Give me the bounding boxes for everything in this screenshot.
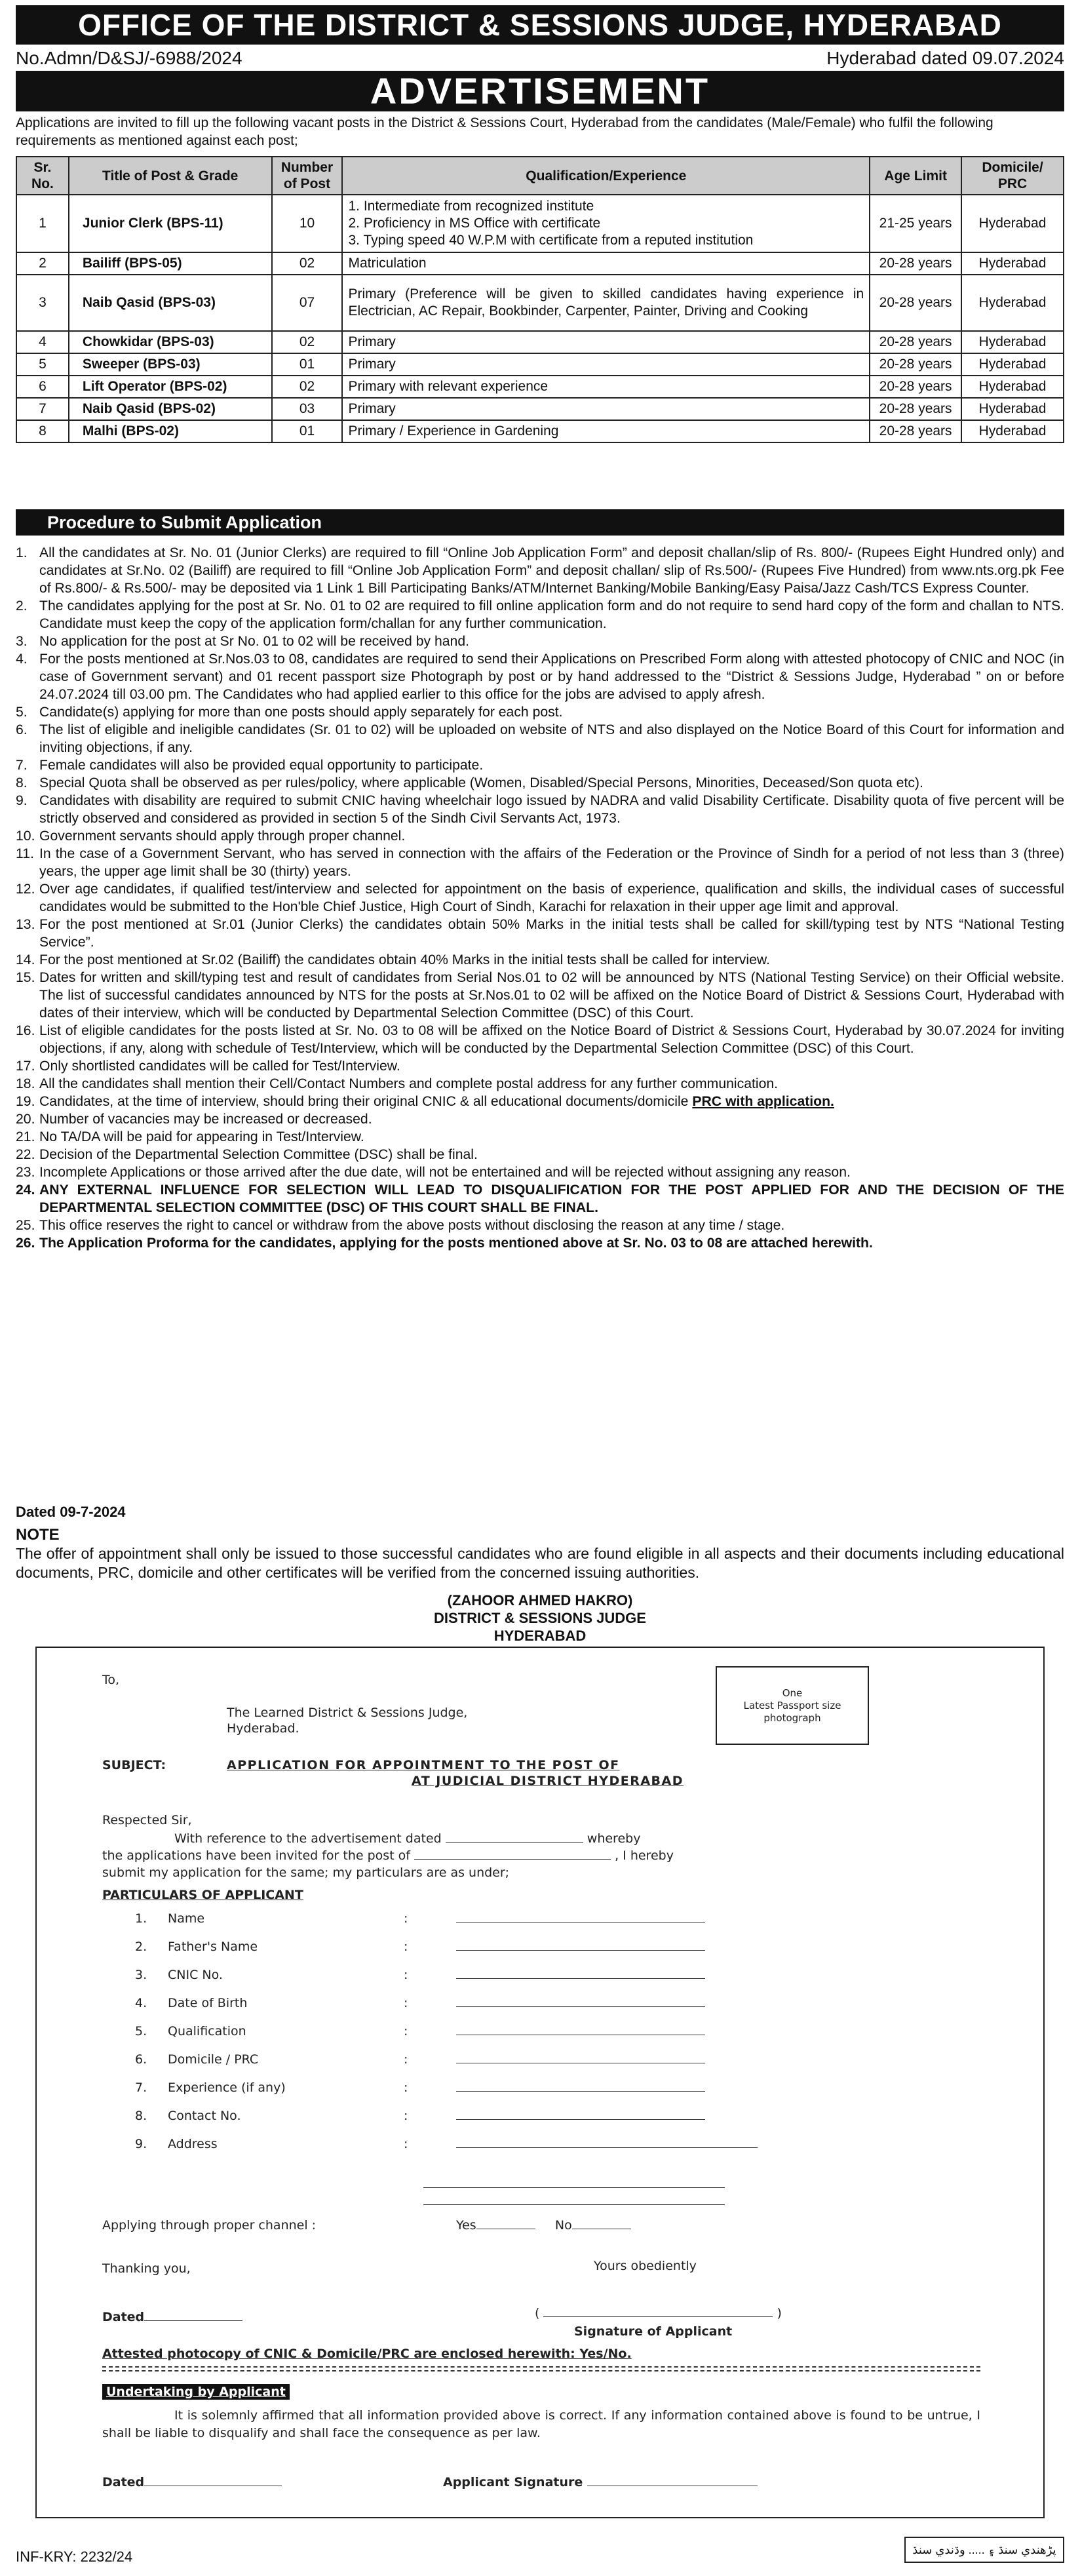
- qualification-line: 3. Typing speed 40 W.P.M with certificate from a reputed institution: [348, 233, 754, 248]
- particular-colon: :: [404, 1996, 408, 2010]
- procedure-item-body: Candidate(s) applying for more than one posts should apply separately for each post.: [39, 705, 563, 720]
- cell-title: Bailiff (BPS-05): [69, 252, 272, 275]
- subject-line-2: AT JUDICIAL DISTRICT HYDERABAD: [412, 1774, 684, 1788]
- cell-number: 02: [272, 252, 343, 275]
- table-row: [16, 398, 1064, 420]
- cell-title: Junior Clerk (BPS-11): [69, 195, 272, 252]
- procedure-item: [16, 544, 1064, 597]
- particular-row: [135, 1968, 705, 1982]
- cell-sr: 7: [16, 398, 69, 420]
- inf-number: INF-KRY: 2232/24: [16, 2548, 133, 2565]
- procedure-item-number: 11.: [16, 846, 34, 861]
- procedure-item-number: 4.: [16, 652, 28, 667]
- procedure-item: [16, 1217, 1064, 1234]
- column-header-qualification: Qualification/Experience: [342, 157, 870, 195]
- particular-number: 8.: [135, 2109, 147, 2123]
- procedure-item-number: 2.: [16, 598, 28, 614]
- dashed-divider: [102, 2366, 980, 2371]
- procedure-item: [16, 845, 1064, 880]
- table-row: [16, 420, 1064, 442]
- posts-table: [16, 156, 1064, 443]
- particular-label: CNIC No.: [168, 1968, 223, 1982]
- procedure-item-text: [39, 827, 1064, 845]
- signature-field[interactable]: [543, 2316, 773, 2317]
- procedure-item: [16, 969, 1064, 1022]
- cell-number: 01: [272, 420, 343, 442]
- procedure-item-number: 22.: [16, 1147, 35, 1162]
- particular-row: [135, 2024, 705, 2039]
- cell-qualification: [342, 331, 870, 353]
- procedure-item-number: 8.: [16, 775, 28, 790]
- yours-obediently: Yours obediently: [594, 2259, 697, 2273]
- procedure-item: [16, 1093, 1064, 1110]
- procedure-item-body: Candidates, at the time of interview, should bring their original CNIC & all educational documents/domicile: [39, 1094, 689, 1109]
- procedure-item-body: All the candidates shall mention their Cell/Contact Numbers and complete postal address for any further communication.: [39, 1076, 779, 1091]
- cell-sr: 6: [16, 376, 69, 398]
- cell-sr: 3: [16, 275, 69, 331]
- procedure-item-number: 14.: [16, 952, 35, 967]
- procedure-item-text: [39, 1234, 1064, 1252]
- no-label: No: [554, 2218, 572, 2233]
- proper-channel-label: Applying through proper channel :: [102, 2218, 317, 2233]
- signatory-name: (ZAHOOR AHMED HAKRO): [447, 1592, 633, 1609]
- cell-domicile: Hyderabad: [961, 353, 1064, 376]
- particular-field[interactable]: [456, 2119, 705, 2120]
- photo-label-2: Latest Passport size: [743, 1700, 841, 1711]
- respected-sir: Respected Sir,: [102, 1813, 192, 1827]
- proper-channel-options: [456, 2218, 631, 2233]
- procedure-item-body: Only shortlisted candidates will be called for Test/Interview.: [39, 1059, 400, 1074]
- particular-label: Father's Name: [168, 1940, 258, 1954]
- cell-domicile: Hyderabad: [961, 376, 1064, 398]
- body-line-3: submit my application for the same; my particulars are as under;: [102, 1865, 510, 1880]
- procedure-item-number: 10.: [16, 829, 35, 844]
- procedure-item-text: [39, 1110, 1064, 1128]
- procedure-item-body: For the post mentioned at Sr.02 (Bailiff) the candidates obtain 40% Marks in the initial tests shall be called for interview.: [39, 952, 770, 967]
- procedure-item: [16, 1181, 1064, 1217]
- particular-colon: :: [404, 2137, 408, 2151]
- photo-box: [716, 1666, 869, 1745]
- particular-colon: :: [404, 1911, 408, 1926]
- procedure-item-number: 7.: [16, 758, 28, 773]
- procedure-item-text: [39, 544, 1064, 597]
- procedure-item: [16, 721, 1064, 756]
- table-row: [16, 353, 1064, 376]
- cell-qualification: [342, 398, 870, 420]
- procedure-item-body: In the case of a Government Servant, who has served in connection with the affairs of the Federation or the Province of Sindh for a period of not less than 3 (three) years, the upper age limit shall be 30 (thirty) years.: [39, 846, 1064, 879]
- cell-number: 10: [272, 195, 343, 252]
- cell-sr: 1: [16, 195, 69, 252]
- cell-number: 07: [272, 275, 343, 331]
- procedure-item-body: Decision of the Departmental Selection Committee (DSC) shall be final.: [39, 1147, 478, 1162]
- procedure-item-text: [39, 1146, 1064, 1163]
- qualification-line: Primary: [348, 401, 396, 416]
- procedure-item: [16, 951, 1064, 969]
- particular-number: 6.: [135, 2052, 147, 2067]
- procedure-item-body: Candidates with disability are required to submit CNIC having wheelchair logo issued by NADRA and valid Disability Certificate. Disability quota of five percent will be strictly observed and considered as provided in section 5 of the Sindh Civil Servants Act, 1973.: [39, 793, 1064, 826]
- undertaking-heading-wrap: [102, 2385, 290, 2399]
- procedure-item-text: [39, 1217, 1064, 1234]
- cell-number: 01: [272, 353, 343, 376]
- particular-colon: :: [404, 1968, 408, 1982]
- qualification-line: Primary with relevant experience: [348, 379, 549, 394]
- procedure-item-body: Government servants should apply through proper channel.: [39, 829, 406, 844]
- particular-field[interactable]: [456, 2147, 758, 2148]
- cell-domicile: Hyderabad: [961, 195, 1064, 252]
- signatory-block: [278, 1591, 802, 1645]
- body-line-2: [102, 1848, 869, 1863]
- cell-sr: 5: [16, 353, 69, 376]
- application-proforma: [35, 1647, 1045, 2518]
- dated-label: [102, 2310, 242, 2324]
- procedure-item-body: Over age candidates, if qualified test/interview and selected for appointment on the basis of experience, qualification and skills, the individual cases of successful candidates would be submitted to the Hon'ble Chief Justice, High Court of Sindh, Karachi for relaxation in their upper age limit and approval.: [39, 882, 1064, 914]
- particular-label: Domicile / PRC: [168, 2052, 259, 2067]
- procedure-item: [16, 792, 1064, 827]
- table-row: [16, 275, 1064, 331]
- procedure-item-number: 9.: [16, 793, 28, 808]
- reference-row: [16, 47, 1064, 69]
- procedure-item: [16, 827, 1064, 845]
- procedure-item-text: [39, 650, 1064, 703]
- table-row: [16, 331, 1064, 353]
- procedure-item-text: [39, 1057, 1064, 1075]
- particular-label: Experience (if any): [168, 2080, 286, 2095]
- procedure-item-body: Special Quota shall be observed as per rules/policy, where applicable (Women, Disabled/Special Persons, Minorities, Deceased/Son quota etc).: [39, 775, 923, 790]
- particular-row: [135, 1911, 705, 1926]
- procedure-item-text: [39, 1128, 1064, 1146]
- procedure-item-body: ANY EXTERNAL INFLUENCE FOR SELECTION WILL LEAD TO DISQUALIFICATION FOR THE POST APPLIED FOR AND THE DECISION OF THE DEPARTMENTAL SELECTION COMMITTEE (DSC) OF THIS COURT SHALL BE FINAL.: [39, 1182, 1064, 1215]
- cell-domicile: Hyderabad: [961, 398, 1064, 420]
- particular-colon: :: [404, 2080, 408, 2095]
- cell-title: Chowkidar (BPS-03): [69, 331, 272, 353]
- qualification-line: Primary / Experience in Gardening: [348, 423, 559, 439]
- procedure-item-number: 19.: [16, 1094, 35, 1109]
- procedure-item-text: [39, 792, 1064, 827]
- post-applied-field[interactable]: [414, 1859, 611, 1860]
- cell-domicile: Hyderabad: [961, 420, 1064, 442]
- advertisement-date-field[interactable]: [446, 1842, 583, 1843]
- qualification-line: 1. Intermediate from recognized institute: [348, 199, 594, 214]
- advertisement-heading: ADVERTISEMENT: [16, 71, 1064, 111]
- address-line-3[interactable]: [423, 2188, 725, 2205]
- procedure-item-body: This office reserves the right to cancel or withdraw from the above posts without disclosing the reason at any time / stage.: [39, 1218, 785, 1233]
- column-header-number: Number of Post: [272, 157, 343, 195]
- reference-date: Hyderabad dated 09.07.2024: [826, 48, 1064, 68]
- undertaking-text: It is solemnly affirmed that all information provided above is correct. If any information contained above is found to be untrue, I shall be liable to disqualify and shall face the consequence as per law.: [102, 2408, 980, 2440]
- cell-domicile: Hyderabad: [961, 275, 1064, 331]
- procedure-item-number: 12.: [16, 882, 35, 897]
- dated-label-text: Dated: [102, 2310, 145, 2324]
- procedure-item-text: [39, 951, 1064, 969]
- particular-colon: :: [404, 2109, 408, 2123]
- dated-field[interactable]: [144, 2320, 242, 2321]
- particular-field[interactable]: [456, 2091, 705, 2092]
- cell-number: 02: [272, 331, 343, 353]
- procedure-item-text: [39, 756, 1064, 774]
- procedure-item-emphasis: PRC with application.: [692, 1094, 834, 1109]
- cell-title: Naib Qasid (BPS-02): [69, 398, 272, 420]
- procedure-item-number: 3.: [16, 634, 28, 649]
- procedure-item: [16, 1110, 1064, 1128]
- dated-label-2-text: Dated: [102, 2475, 145, 2489]
- procedure-item-number: 15.: [16, 970, 35, 985]
- body-line-2-text: the applications have been invited for the post of: [102, 1848, 410, 1863]
- procedure-item-number: 16.: [16, 1023, 35, 1038]
- particular-number: 9.: [135, 2137, 147, 2151]
- photo-label-1: One: [782, 1687, 803, 1699]
- cell-title: Malhi (BPS-02): [69, 420, 272, 442]
- reference-number: No.Admn/D&SJ/-6988/2024: [16, 48, 242, 68]
- particular-number: 1.: [135, 1911, 147, 1926]
- procedure-item: [16, 1163, 1064, 1181]
- photo-label-3: photograph: [763, 1712, 821, 1724]
- table-row: [16, 252, 1064, 275]
- procedure-item-text: [39, 916, 1064, 951]
- signatory-designation: DISTRICT & SESSIONS JUDGE: [434, 1610, 646, 1626]
- procedure-item: [16, 756, 1064, 774]
- particular-field[interactable]: [456, 1950, 705, 1951]
- table-row: [16, 195, 1064, 252]
- addressee-line-1: The Learned District & Sessions Judge,: [227, 1706, 468, 1720]
- column-header-sr: Sr. No.: [16, 157, 69, 195]
- particular-label: Contact No.: [168, 2109, 241, 2123]
- footer-stamp: پڑهندي سنڌ ۽ ..... وڌندي سنڌ: [904, 2537, 1064, 2563]
- procedure-item-number: 5.: [16, 705, 28, 720]
- procedure-item-number: 25.: [16, 1218, 35, 1233]
- procedure-item: [16, 1057, 1064, 1075]
- procedure-item-number: 13.: [16, 917, 35, 932]
- posts-table-header: [16, 157, 1064, 195]
- particular-colon: :: [404, 1940, 408, 1954]
- applicant-signature-label: [443, 2475, 758, 2489]
- procedure-item-number: 21.: [16, 1129, 35, 1144]
- yes-label: Yes: [456, 2218, 476, 2233]
- procedure-item-number: 26.: [16, 1236, 35, 1251]
- cell-number: 02: [272, 376, 343, 398]
- procedure-item-number: 1.: [16, 545, 28, 560]
- address-extra-lines: [423, 2171, 725, 2205]
- procedure-item-text: [39, 880, 1064, 916]
- signature-parens: [535, 2306, 797, 2320]
- note-text: The offer of appointment shall only be issued to those successful candidates who are found eligible in all aspects and their documents including educational documents, PRC, domicile and other certificates will be verified from the concerned issuing authorities.: [16, 1545, 1064, 1581]
- cell-qualification: [342, 195, 870, 252]
- procedure-heading: Procedure to Submit Application: [16, 509, 1064, 536]
- cell-domicile: Hyderabad: [961, 331, 1064, 353]
- column-header-domicile: Domicile/ PRC: [961, 157, 1064, 195]
- procedure-item: [16, 650, 1064, 703]
- form-to: To,: [102, 1673, 120, 1687]
- particular-row: [135, 1940, 705, 1954]
- particular-field[interactable]: [456, 2006, 705, 2007]
- body-line-1: [174, 1831, 869, 1846]
- subject-line-1: APPLICATION FOR APPOINTMENT TO THE POST OF: [227, 1758, 620, 1772]
- procedure-item: [16, 703, 1064, 721]
- procedure-item-body: The candidates applying for the post at Sr. No. 01 to 02 are required to fill online application form and do not require to send hard copy of the form and challan to NTS. Candidate must keep the copy of the application form/challan for any further communication.: [39, 598, 1064, 631]
- cell-age: 20-28 years: [870, 353, 961, 376]
- office-title: OFFICE OF THE DISTRICT & SESSIONS JUDGE, HYDERABAD: [16, 5, 1064, 45]
- procedure-item-text: [39, 774, 1064, 792]
- procedure-item: [16, 1075, 1064, 1093]
- body-line-1-tail: whereby: [587, 1831, 641, 1846]
- qualification-line: 2. Proficiency in MS Office with certificate: [348, 216, 601, 231]
- procedure-item-text: [39, 721, 1064, 756]
- procedure-item-body: List of eligible candidates for the posts listed at Sr. No. 03 to 08 will be affixed on the Notice Board of District & Sessions Court, Hyderabad by 30.07.2024 for inviting objections, if any, along with schedule of Test/Interview, which will be conducted by the Departmental Selection Committee (DSC) of this Court.: [39, 1023, 1064, 1056]
- cell-qualification: [342, 376, 870, 398]
- cell-qualification: [342, 353, 870, 376]
- signatory-place: HYDERABAD: [493, 1628, 587, 1644]
- particular-label: Address: [168, 2137, 218, 2151]
- table-row: [16, 376, 1064, 398]
- procedure-item: [16, 916, 1064, 951]
- intro-text: Applications are invited to fill up the following vacant posts in the District & Sessions Court, Hyderabad from the candidates (Male/Female) who fulfil the following requirements as mentioned against each post;: [16, 115, 993, 148]
- cell-age: 20-28 years: [870, 275, 961, 331]
- column-header-age: Age Limit: [870, 157, 961, 195]
- particular-number: 5.: [135, 2024, 147, 2039]
- cell-domicile: Hyderabad: [961, 252, 1064, 275]
- attested-line: Attested photocopy of CNIC & Domicile/PRC are enclosed herewith: Yes/No.: [102, 2347, 632, 2361]
- procedure-item-number: 18.: [16, 1076, 35, 1091]
- particulars-heading: PARTICULARS OF APPLICANT: [102, 1888, 303, 1902]
- procedure-item-text: [39, 633, 1064, 650]
- particular-row: [135, 2080, 705, 2095]
- qualification-line: Primary (Preference will be given to skilled candidates having experience in Electrician, AC Repair, Bookbinder, Carpenter, Painter, Driving and Cooking: [348, 286, 864, 319]
- body-line-1-text: With reference to the advertisement dated: [174, 1831, 442, 1846]
- qualification-line: Primary: [348, 357, 396, 372]
- dated-label-2: [102, 2475, 282, 2489]
- dated-line: Dated 09-7-2024: [16, 1504, 126, 1520]
- cell-title: Naib Qasid (BPS-03): [69, 275, 272, 331]
- procedure-item-text: [39, 597, 1064, 633]
- procedure-item: [16, 1234, 1064, 1252]
- procedure-item: [16, 774, 1064, 792]
- procedure-item-body: Female candidates will also be provided equal opportunity to participate.: [39, 758, 484, 773]
- procedure-item: [16, 1022, 1064, 1057]
- particular-label: Name: [168, 1911, 205, 1926]
- procedure-item-body: For the posts mentioned at Sr.Nos.03 to 08, candidates are required to send their Applications on Prescribed Form along with attested photocopy of CNIC and NOC (in case of Government servant) and 01 recent passport size Photograph by post or by hand addressed to the “District & Sessions Judge, Hyderabad ” on or before 24.07.2024 till 03.00 pm. The Candidates who had applied earlier to this office for the jobs are advised to apply afresh.: [39, 652, 1064, 702]
- procedure-item-text: [39, 703, 1064, 721]
- particular-row: [135, 2109, 705, 2123]
- subject-label: SUBJECT:: [102, 1758, 166, 1772]
- signature-paren-close: ): [777, 2306, 782, 2320]
- procedure-item-body: Dates for written and skill/typing test and result of candidates from Serial Nos.01 to 02 will be announced by NTS (National Testing Service) on their Official website. The list of successful candidates announced by NTS for the posts at Sr.Nos.01 to 02 will be affixed on the Notice Board of District & Sessions Court, Hyderabad with dates of their interview, which will be conducted by Departmental Selection Committee (DSC) of this Court.: [39, 970, 1064, 1021]
- particular-colon: :: [404, 2052, 408, 2067]
- procedure-item-body: Incomplete Applications or those arrived after the due date, will not be entertained and will be rejected without assigning any reason.: [39, 1165, 851, 1180]
- procedure-item-text: [39, 1163, 1064, 1181]
- qualification-line: Matriculation: [348, 256, 427, 271]
- particular-field[interactable]: [456, 1978, 705, 1979]
- cell-sr: 8: [16, 420, 69, 442]
- cell-sr: 2: [16, 252, 69, 275]
- body-line-2-tail: , I hereby: [615, 1848, 674, 1863]
- cell-age: 21-25 years: [870, 195, 961, 252]
- signature-paren-open: (: [535, 2306, 540, 2320]
- procedure-item-text: [39, 969, 1064, 1022]
- procedure-item-body: The Application Proforma for the candidates, applying for the posts mentioned above at Sr. No. 03 to 08 are attached herewith.: [39, 1236, 873, 1251]
- procedure-item: [16, 880, 1064, 916]
- procedure-item-number: 24.: [16, 1182, 35, 1198]
- procedure-item-body: No TA/DA will be paid for appearing in Test/Interview.: [39, 1129, 364, 1144]
- procedure-item-number: 23.: [16, 1165, 35, 1180]
- particular-label: Date of Birth: [168, 1996, 248, 2010]
- cell-age: 20-28 years: [870, 331, 961, 353]
- procedure-item: [16, 1146, 1064, 1163]
- particular-row: [135, 1996, 705, 2010]
- particular-row: [135, 2137, 758, 2151]
- particular-colon: :: [404, 2024, 408, 2039]
- particular-number: 4.: [135, 1996, 147, 2010]
- particular-label: Qualification: [168, 2024, 246, 2039]
- cell-age: 20-28 years: [870, 376, 961, 398]
- particular-number: 3.: [135, 1968, 147, 1982]
- cell-title: Lift Operator (BPS-02): [69, 376, 272, 398]
- procedure-item: [16, 633, 1064, 650]
- procedure-item-number: 20.: [16, 1112, 35, 1127]
- procedure-item: [16, 1128, 1064, 1146]
- procedure-item-number: 6.: [16, 722, 28, 737]
- cell-qualification: [342, 275, 870, 331]
- cell-age: 20-28 years: [870, 252, 961, 275]
- cell-title: Sweeper (BPS-03): [69, 353, 272, 376]
- undertaking-heading: Undertaking by Applicant: [102, 2384, 290, 2400]
- cell-age: 20-28 years: [870, 420, 961, 442]
- note-heading: NOTE: [16, 1526, 60, 1544]
- procedure-item-text: [39, 1022, 1064, 1057]
- procedure-item-text: [39, 845, 1064, 880]
- signature-of-applicant: Signature of Applicant: [574, 2324, 733, 2339]
- procedure-item: [16, 597, 1064, 633]
- procedure-item-text: [39, 1093, 1064, 1110]
- applicant-signature-text: Applicant Signature: [443, 2475, 583, 2489]
- particular-row: [135, 2052, 705, 2067]
- addressee-line-2: Hyderabad.: [227, 1721, 299, 1736]
- procedure-item-body: Number of vacancies may be increased or decreased.: [39, 1112, 372, 1127]
- procedure-item-body: No application for the post at Sr No. 01 to 02 will be received by hand.: [39, 634, 470, 649]
- procedure-item-number: 17.: [16, 1059, 35, 1074]
- address-line-2[interactable]: [423, 2171, 725, 2188]
- procedure-item-body: All the candidates at Sr. No. 01 (Junior Clerks) are required to fill “Online Job Application Form” and deposit challan/slip of Rs. 800/- (Rupees Eight Hundred only) and candidates at Sr.No. 02 (Bailiff) are required to fill “Online Job Application Form” and deposit challan/ slip of Rs.500/- (Rupees Five Hundred) from www.nts.org.pk Fee of Rs.800/- & Rs.500/- may be deposited via 1 Link 1 Bill Participating Banks/ATM/Internet Banking/Mobile Banking/Easy Paisa/Jazz Cash/TCS Express Counter.: [39, 545, 1064, 596]
- particular-number: 7.: [135, 2080, 147, 2095]
- cell-sr: 4: [16, 331, 69, 353]
- procedure-item-body: The list of eligible and ineligible candidates (Sr. 01 to 02) will be uploaded on website of NTS and also displayed on the Notice Board of this Court for information and inviting objections, if any.: [39, 722, 1064, 755]
- cell-age: 20-28 years: [870, 398, 961, 420]
- procedure-list: [16, 544, 1064, 1252]
- particular-number: 2.: [135, 1940, 147, 1954]
- cell-qualification: [342, 252, 870, 275]
- cell-qualification: [342, 420, 870, 442]
- procedure-item-text: [39, 1075, 1064, 1093]
- thanking-you: Thanking you,: [102, 2261, 191, 2276]
- qualification-line: Primary: [348, 334, 396, 349]
- column-header-title: Title of Post & Grade: [69, 157, 272, 195]
- cell-number: 03: [272, 398, 343, 420]
- procedure-item-text: [39, 1181, 1064, 1217]
- procedure-item-body: For the post mentioned at Sr.01 (Junior Clerks) the candidates obtain 50% Marks in the initial tests shall be called for skill/typing test by NTS “National Testing Service”.: [39, 917, 1064, 950]
